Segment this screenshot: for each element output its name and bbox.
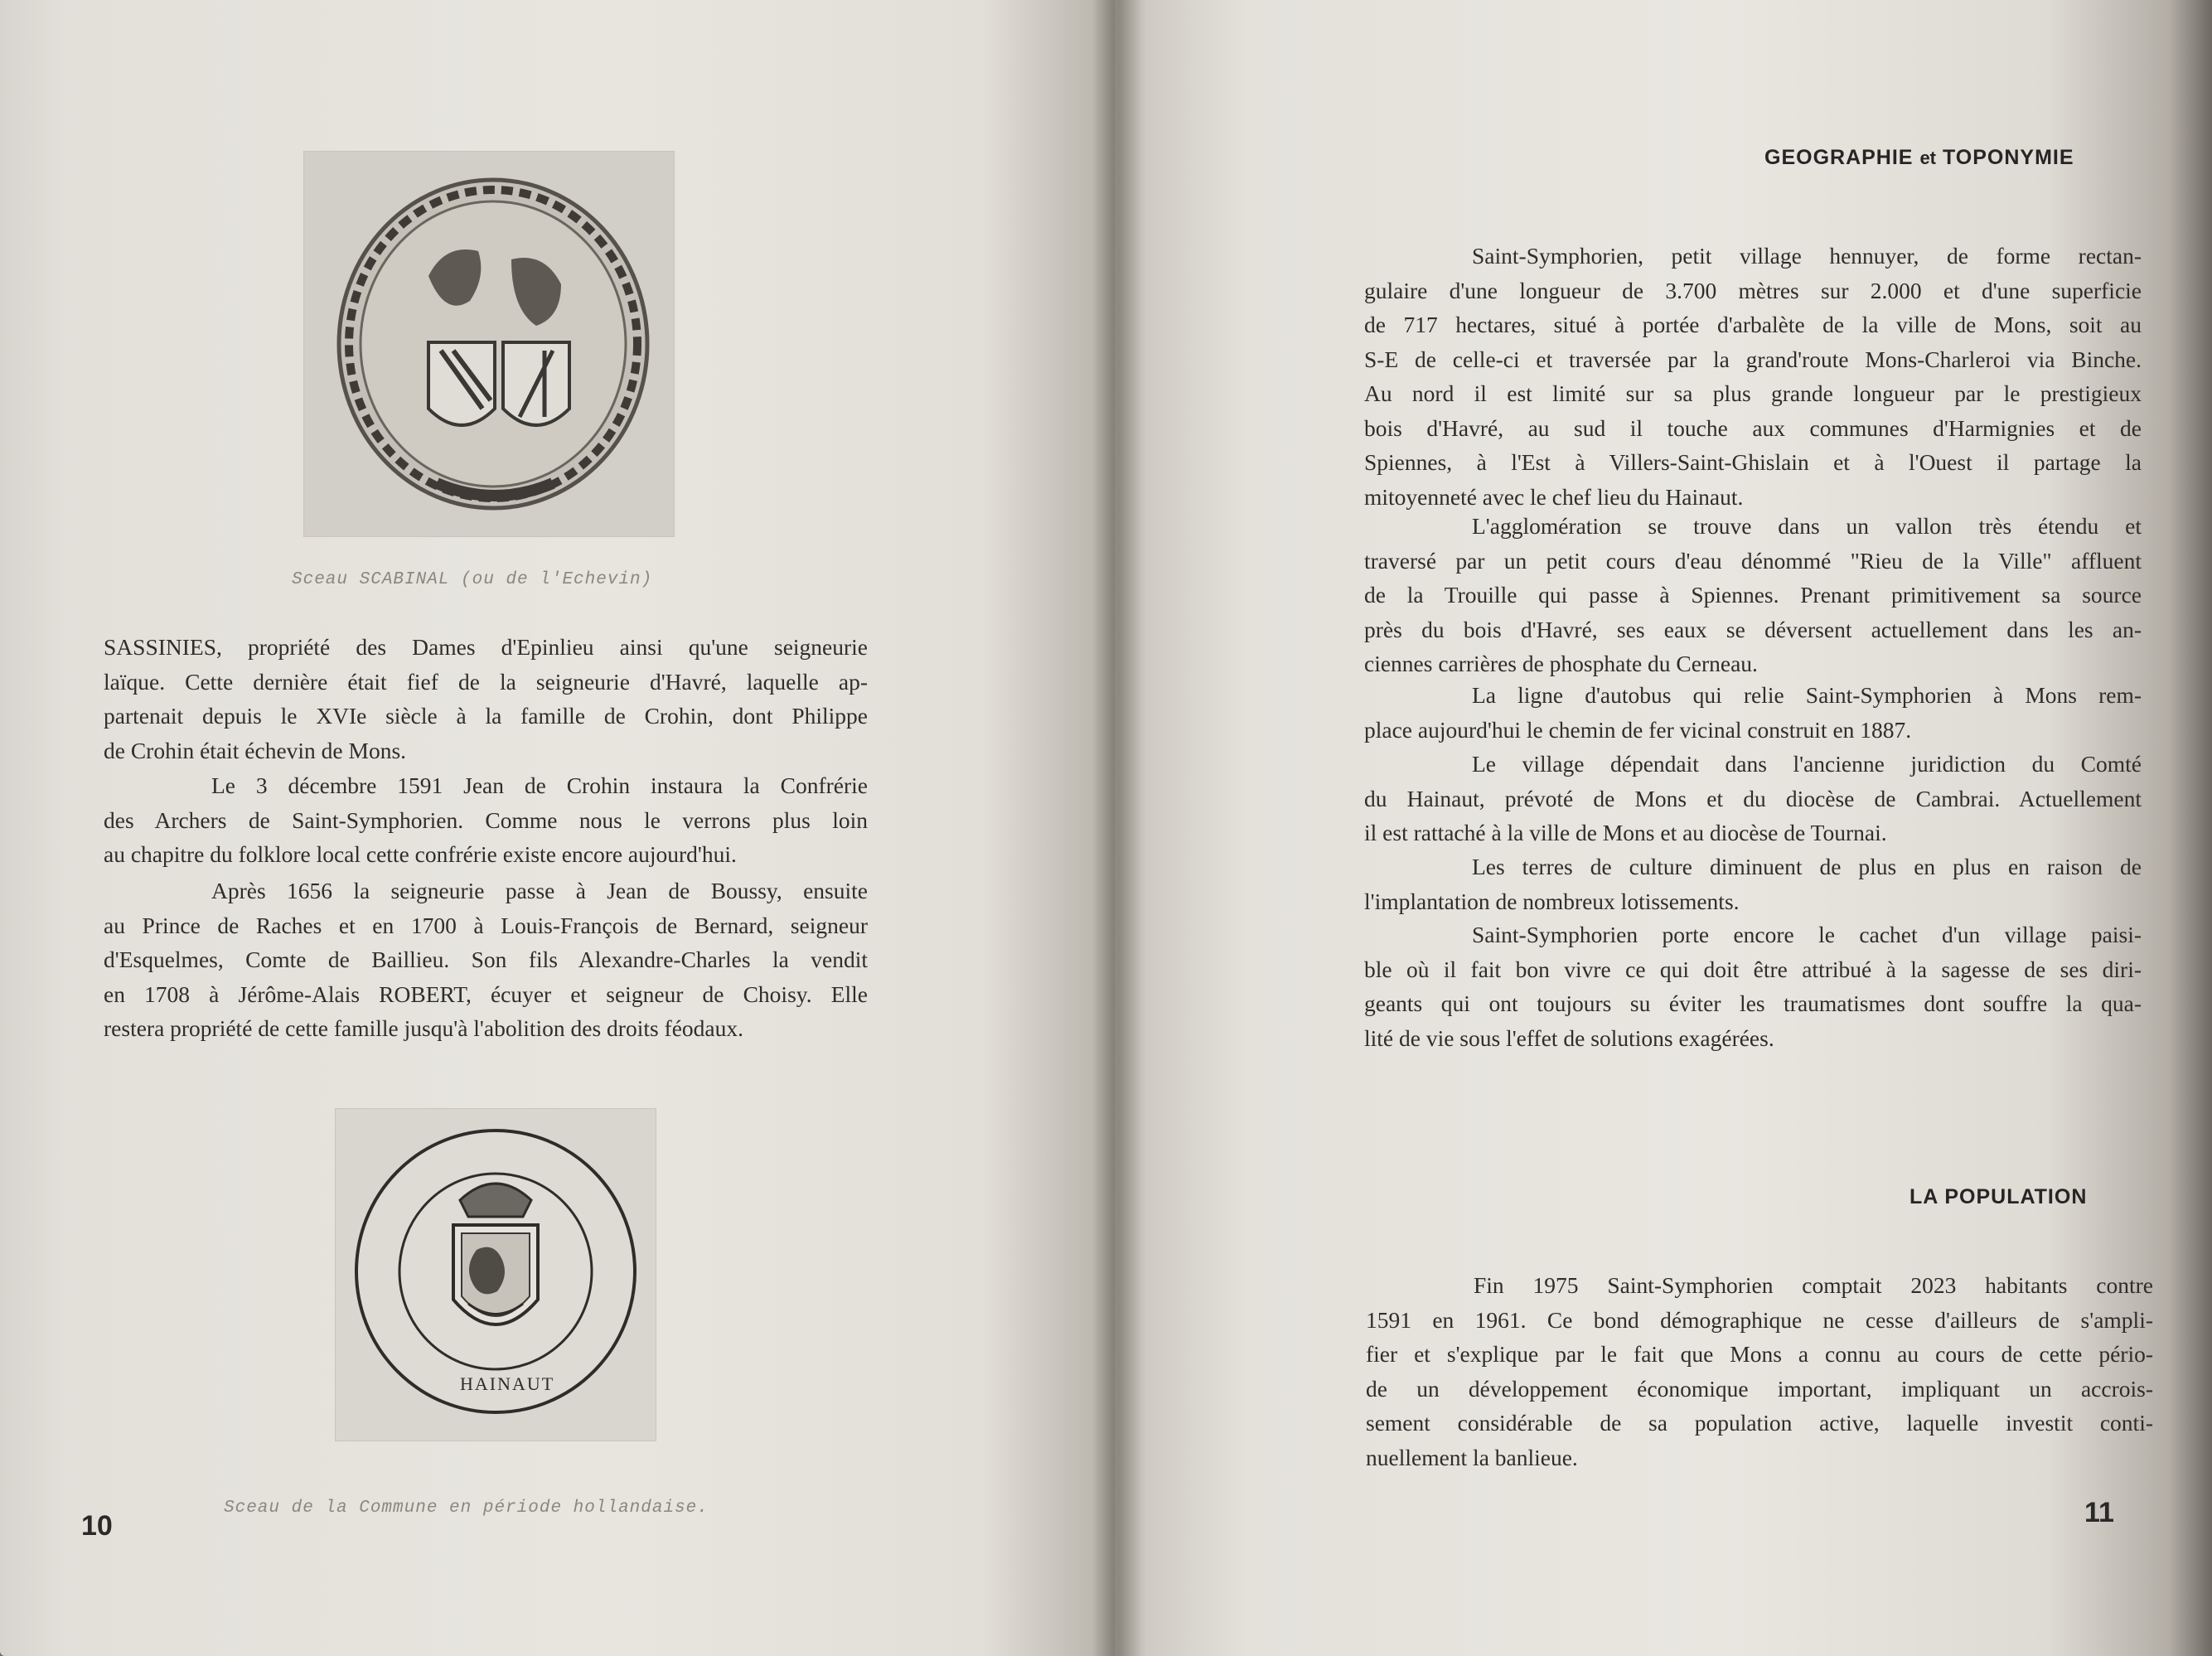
text-line: au Prince de Raches et en 1700 à Louis-François de Bernard, seigneur — [104, 912, 868, 938]
text-line: de un développement économique important, impliquant un accrois- — [1366, 1375, 2153, 1402]
text-line: Après 1656 la seigneurie passe à Jean de Boussy, ensuite — [211, 878, 868, 903]
text-line: fier et s'explique par le fait que Mons a connu au cours de cette pério- — [1366, 1341, 2153, 1367]
text-line: sement considérable de sa population active, laquelle investit conti- — [1366, 1410, 2153, 1436]
text-line: Le village dépendait dans l'ancienne juridiction du Comté — [1472, 751, 2142, 777]
seal-scabinal-photo — [303, 151, 675, 537]
heading-la-population: LA POPULATION — [1909, 1185, 2088, 1208]
paragraph-geo-1 — [1364, 239, 2142, 514]
text-line: Les terres de culture diminuent de plus en plus en raison de — [1472, 854, 2142, 879]
seal-scabinal-caption: Sceau SCABINAL (ou de l'Echevin) — [292, 570, 653, 589]
paragraph-geo-3 — [1364, 678, 2142, 747]
paragraph-geo-2 — [1364, 509, 2142, 681]
text-line: près du bois d'Havré, ses eaux se déversent actuellement dans les an- — [1364, 616, 2142, 642]
paragraph-sassinies — [104, 630, 868, 767]
text-line: mitoyenneté avec le chef lieu du Hainaut. — [1364, 483, 1744, 510]
text-line: lité de vie sous l'effet de solutions exagérées. — [1364, 1024, 1774, 1051]
paragraph-geo-4 — [1364, 747, 2142, 850]
text-line: laïque. Cette dernière était fief de la seigneurie d'Havré, laquelle ap- — [104, 668, 868, 695]
text-line: S-E de celle-ci et traversée par la grand'route Mons-Charleroi via Binche. — [1364, 346, 2142, 372]
text-line: nuellement la banlieue. — [1366, 1444, 1578, 1470]
text-line: Au nord il est limité sur sa plus grande longueur par le prestigieux — [1364, 380, 2142, 406]
text-line: en 1708 à Jérôme-Alais ROBERT, écuyer et seigneur de Choisy. Elle — [104, 981, 868, 1007]
text-line: des Archers de Saint-Symphorien. Comme nous le verrons plus loin — [104, 806, 868, 833]
text-line: geants qui ont toujours su éviter les traumatismes dont souffre la qua- — [1364, 990, 2142, 1016]
text-line: Spiennes, à l'Est à Villers-Saint-Ghislain et à l'Ouest il partage la — [1364, 449, 2142, 475]
text-line: Le 3 décembre 1591 Jean de Crohin instaura la Confrérie — [211, 772, 868, 798]
text-line: La ligne d'autobus qui relie Saint-Symphorien à Mons rem- — [1472, 682, 2142, 708]
heading-et: et — [1919, 148, 1936, 168]
text-line: l'implantation de nombreux lotissements. — [1364, 888, 1740, 914]
paragraph-geo-5 — [1364, 850, 2142, 918]
text-line: de la Trouille qui passe à Spiennes. Prenant primitivement sa source — [1364, 582, 2142, 608]
text-line: du Hainaut, prévoté de Mons et du diocèse de Cambrai. Actuellement — [1364, 785, 2142, 811]
page-number-right: 11 — [2084, 1497, 2114, 1528]
seal-scabinal-image — [304, 152, 674, 536]
text-line: ble où il fait bon vivre ce qui doit être attribué à la sagesse de ses diri- — [1364, 956, 2142, 982]
text-line: Saint-Symphorien porte encore le cachet d'un village paisi- — [1472, 922, 2142, 947]
text-line: partenait depuis le XVIe siècle à la famille de Crohin, dont Philippe — [104, 703, 868, 729]
right-page — [1115, 0, 2212, 1656]
text-line: de 717 hectares, situé à portée d'arbalète de la ville de Mons, soit au — [1364, 312, 2142, 337]
text-line: restera propriété de cette famille jusqu'à l'abolition des droits féodaux. — [104, 1015, 744, 1041]
text-line: de Crohin était échevin de Mons. — [104, 737, 407, 763]
text-line: place aujourd'hui le chemin de fer vicinal construit en 1887. — [1364, 716, 1912, 743]
seal-commune-caption: Sceau de la Commune en période hollandaise. — [224, 1499, 709, 1518]
paragraph-seigneurie — [104, 874, 868, 1046]
text-line: au chapitre du folklore local cette confrérie existe encore aujourd'hui. — [104, 841, 737, 867]
paragraph-geo-6 — [1364, 918, 2142, 1055]
paragraph-population — [1366, 1268, 2153, 1474]
heading-toponymie: TOPONYMIE — [1942, 146, 2074, 169]
text-line: traversé par un petit cours d'eau dénommé "Rieu de la Ville" affluent — [1364, 547, 2142, 574]
heading-geographie-toponymie — [1764, 146, 2074, 170]
page-number-left: 10 — [81, 1510, 113, 1542]
text-line: bois d'Havré, au sud il touche aux communes d'Harmignies et de — [1364, 414, 2142, 441]
text-line: ciennes carrières de phosphate du Cerneau. — [1364, 651, 1758, 676]
text-line: d'Esquelmes, Comte de Baillieu. Son fils Alexandre-Charles la vendit — [104, 947, 868, 972]
paragraph-confrerie — [104, 768, 868, 872]
heading-geographie: GEOGRAPHIE — [1764, 146, 1914, 169]
text-line: 1591 en 1961. Ce bond démographique ne cesse d'ailleurs de s'ampli- — [1366, 1306, 2153, 1333]
text-line: SASSINIES, propriété des Dames d'Epinlieu ainsi qu'une seigneurie — [104, 634, 868, 660]
text-line: gulaire d'une longueur de 3.700 mètres sur 2.000 et d'une superficie — [1364, 277, 2142, 303]
seal-commune-ring-bottom: HAINAUT — [460, 1373, 555, 1394]
text-line: Saint-Symphorien, petit village hennuyer, de forme rectan- — [1472, 243, 2142, 269]
text-line: Fin 1975 Saint-Symphorien comptait 2023 habitants contre — [1474, 1272, 2153, 1298]
text-line: L'agglomération se trouve dans un vallon très étendu et — [1472, 513, 2142, 539]
text-line: il est rattaché à la ville de Mons et au diocèse de Tournai. — [1364, 820, 1887, 845]
